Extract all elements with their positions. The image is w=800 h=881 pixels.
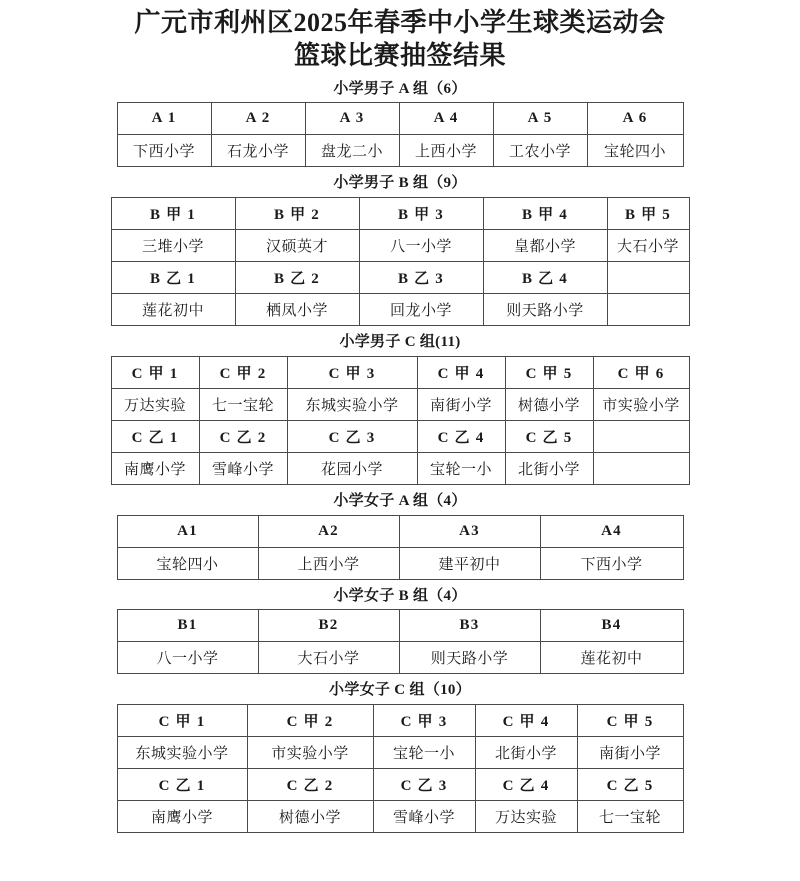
- team-name-cell: 东城实验小学: [117, 737, 247, 769]
- team-name-cell: 下西小学: [540, 547, 683, 579]
- slot-code-cell: B 乙 4: [483, 262, 607, 294]
- slot-code-cell: C 乙 2: [199, 420, 287, 452]
- team-name-cell: 南街小学: [577, 737, 683, 769]
- team-name-cell: 树德小学: [247, 801, 373, 833]
- slot-code-cell: C 乙 5: [577, 769, 683, 801]
- team-name-cell: 市实验小学: [593, 388, 689, 420]
- team-name-cell: 花园小学: [287, 452, 417, 484]
- slot-code-cell: A3: [399, 515, 540, 547]
- team-name-cell: 工农小学: [493, 135, 587, 167]
- slot-code-row: [117, 103, 683, 135]
- page-title-line-2: 篮球比赛抽签结果: [293, 41, 506, 71]
- group-section: [0, 174, 800, 326]
- slot-code-cell: C 甲 5: [577, 705, 683, 737]
- slot-code-cell: C 乙 3: [287, 420, 417, 452]
- group-table-wrapper: [0, 704, 800, 833]
- team-name-cell: 下西小学: [117, 135, 211, 167]
- group-table-wrapper: [0, 197, 800, 326]
- slot-code-cell: B 乙 1: [111, 262, 235, 294]
- slot-code-cell: B3: [399, 610, 540, 642]
- slot-code-cell: A 3: [305, 103, 399, 135]
- team-name-cell: 盘龙二小: [305, 135, 399, 167]
- team-name-cell: 上西小学: [399, 135, 493, 167]
- slot-code-cell: B 乙 2: [235, 262, 359, 294]
- team-name-cell: 莲花初中: [111, 294, 235, 326]
- team-name-cell: 宝轮四小: [587, 135, 683, 167]
- group-table: [117, 515, 684, 580]
- team-name-cell: 皇都小学: [483, 230, 607, 262]
- team-name-cell: 大石小学: [258, 642, 399, 674]
- team-name-cell: 栖凤小学: [235, 294, 359, 326]
- group-table-wrapper: [0, 356, 800, 485]
- slot-code-row: [117, 769, 683, 801]
- sections-container: [0, 80, 800, 834]
- slot-code-cell: C 乙 1: [117, 769, 247, 801]
- slot-code-cell: C 乙 1: [111, 420, 199, 452]
- empty-cell: [593, 420, 689, 452]
- team-name-cell: 北街小学: [475, 737, 577, 769]
- team-name-cell: 八一小学: [359, 230, 483, 262]
- slot-code-cell: B 甲 2: [235, 198, 359, 230]
- slot-code-cell: C 乙 4: [475, 769, 577, 801]
- team-name-cell: 七一宝轮: [199, 388, 287, 420]
- slot-code-cell: B4: [540, 610, 683, 642]
- slot-code-cell: A4: [540, 515, 683, 547]
- team-name-cell: 则天路小学: [483, 294, 607, 326]
- slot-code-cell: C 乙 5: [505, 420, 593, 452]
- slot-code-cell: C 甲 3: [287, 356, 417, 388]
- group-caption: 小学男子 B 组（9）: [333, 175, 467, 192]
- slot-code-cell: C 甲 4: [475, 705, 577, 737]
- team-row: [117, 801, 683, 833]
- team-name-cell: 雪峰小学: [373, 801, 475, 833]
- slot-code-cell: B 甲 4: [483, 198, 607, 230]
- slot-code-cell: B 甲 5: [607, 198, 689, 230]
- slot-code-cell: C 甲 1: [117, 705, 247, 737]
- team-row: [117, 737, 683, 769]
- slot-code-cell: A 5: [493, 103, 587, 135]
- team-row: [111, 452, 689, 484]
- group-section: [0, 333, 800, 485]
- slot-code-cell: C 乙 3: [373, 769, 475, 801]
- team-name-cell: 雪峰小学: [199, 452, 287, 484]
- slot-code-row: [117, 515, 683, 547]
- group-section: [0, 587, 800, 675]
- slot-code-cell: C 甲 1: [111, 356, 199, 388]
- team-name-cell: 南鹰小学: [117, 801, 247, 833]
- slot-code-row: [117, 610, 683, 642]
- empty-cell: [607, 262, 689, 294]
- slot-code-cell: A 4: [399, 103, 493, 135]
- slot-code-cell: C 甲 3: [373, 705, 475, 737]
- team-name-cell: 南鹰小学: [111, 452, 199, 484]
- group-table: [117, 704, 684, 833]
- team-name-cell: 万达实验: [475, 801, 577, 833]
- group-caption: 小学女子 C 组（10）: [329, 682, 471, 699]
- slot-code-cell: B 乙 3: [359, 262, 483, 294]
- group-table: [117, 609, 684, 674]
- slot-code-cell: A 6: [587, 103, 683, 135]
- team-name-cell: 石龙小学: [211, 135, 305, 167]
- page-title: [0, 0, 800, 73]
- team-name-cell: 回龙小学: [359, 294, 483, 326]
- team-row: [111, 230, 689, 262]
- team-name-cell: 南街小学: [417, 388, 505, 420]
- slot-code-cell: A 2: [211, 103, 305, 135]
- team-row: [117, 642, 683, 674]
- team-name-cell: 宝轮一小: [373, 737, 475, 769]
- slot-code-cell: C 甲 4: [417, 356, 505, 388]
- team-name-cell: 树德小学: [505, 388, 593, 420]
- slot-code-row: [111, 198, 689, 230]
- group-table-wrapper: [0, 102, 800, 167]
- page-title-line-1: 广元市利州区2025年春季中小学生球类运动会: [134, 8, 666, 37]
- team-row: [117, 135, 683, 167]
- team-name-cell: 大石小学: [607, 230, 689, 262]
- slot-code-cell: B 甲 3: [359, 198, 483, 230]
- slot-code-cell: B1: [117, 610, 258, 642]
- slot-code-cell: C 甲 6: [593, 356, 689, 388]
- group-table: [111, 197, 690, 326]
- team-name-cell: 上西小学: [258, 547, 399, 579]
- team-name-cell: 三堆小学: [111, 230, 235, 262]
- team-row: [111, 388, 689, 420]
- team-name-cell: 北街小学: [505, 452, 593, 484]
- slot-code-row: [117, 705, 683, 737]
- team-name-cell: 则天路小学: [399, 642, 540, 674]
- slot-code-cell: A1: [117, 515, 258, 547]
- team-name-cell: 七一宝轮: [577, 801, 683, 833]
- group-table: [117, 102, 684, 167]
- slot-code-cell: C 乙 4: [417, 420, 505, 452]
- team-name-cell: 东城实验小学: [287, 388, 417, 420]
- team-name-cell: 莲花初中: [540, 642, 683, 674]
- slot-code-cell: C 乙 2: [247, 769, 373, 801]
- group-caption: 小学女子 A 组（4）: [333, 492, 467, 509]
- group-caption: 小学男子 C 组(11): [339, 334, 461, 351]
- team-name-cell: 宝轮一小: [417, 452, 505, 484]
- slot-code-row: [111, 420, 689, 452]
- group-section: [0, 80, 800, 168]
- team-row: [117, 547, 683, 579]
- team-name-cell: 宝轮四小: [117, 547, 258, 579]
- team-name-cell: 八一小学: [117, 642, 258, 674]
- slot-code-cell: C 甲 5: [505, 356, 593, 388]
- team-name-cell: 建平初中: [399, 547, 540, 579]
- empty-cell: [593, 452, 689, 484]
- team-name-cell: 万达实验: [111, 388, 199, 420]
- slot-code-cell: A 1: [117, 103, 211, 135]
- slot-code-row: [111, 262, 689, 294]
- team-name-cell: 汉硕英才: [235, 230, 359, 262]
- slot-code-cell: A2: [258, 515, 399, 547]
- team-row: [111, 294, 689, 326]
- slot-code-cell: C 甲 2: [247, 705, 373, 737]
- group-caption: 小学男子 A 组（6）: [333, 80, 467, 97]
- group-section: [0, 681, 800, 833]
- slot-code-cell: B 甲 1: [111, 198, 235, 230]
- group-table-wrapper: [0, 515, 800, 580]
- slot-code-cell: C 甲 2: [199, 356, 287, 388]
- group-table-wrapper: [0, 609, 800, 674]
- empty-cell: [607, 294, 689, 326]
- slot-code-cell: B2: [258, 610, 399, 642]
- group-caption: 小学女子 B 组（4）: [333, 587, 467, 604]
- group-section: [0, 492, 800, 580]
- group-table: [111, 356, 690, 485]
- slot-code-row: [111, 356, 689, 388]
- team-name-cell: 市实验小学: [247, 737, 373, 769]
